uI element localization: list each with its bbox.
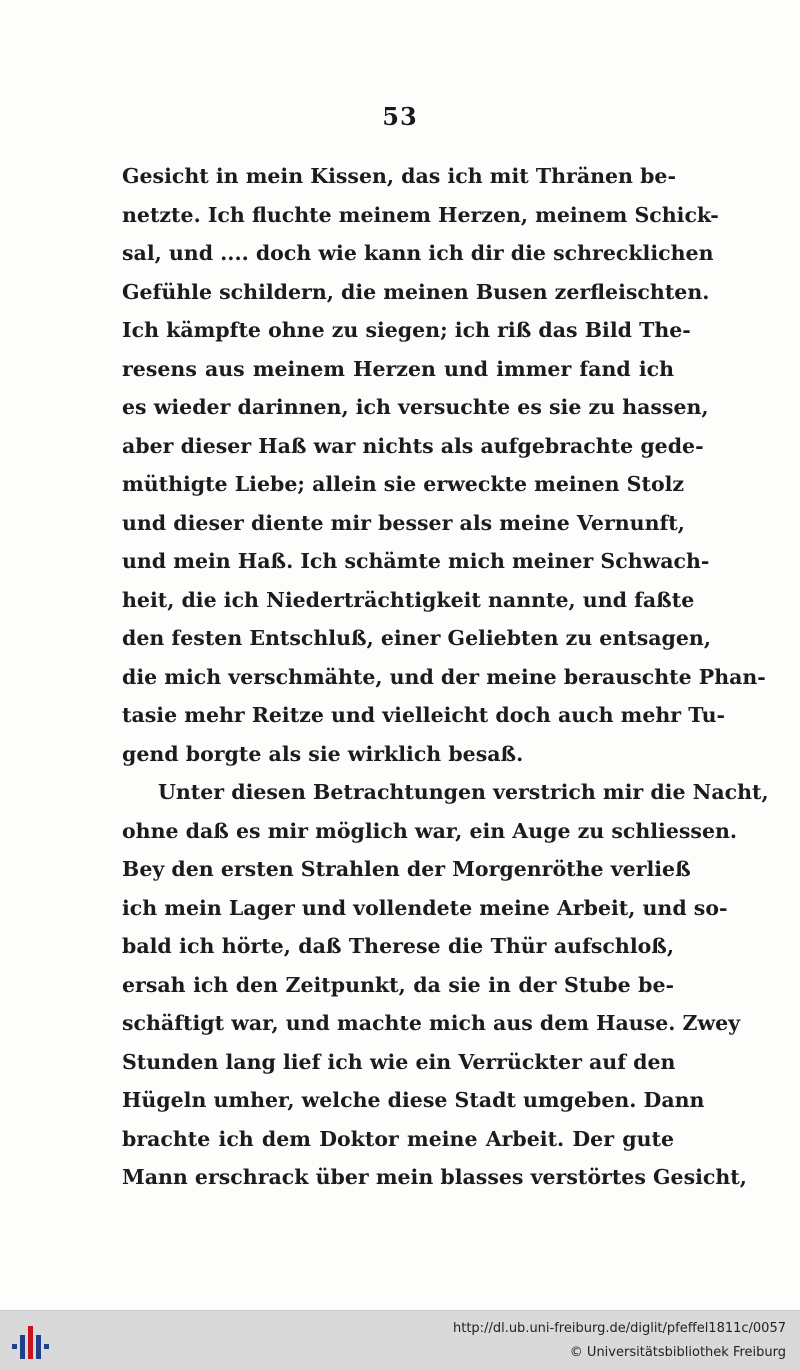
text-line: brachte ich dem Doktor meine Arbeit. Der gute [122,1126,674,1151]
text-line: müthigte Liebe; allein sie erweckte meinen Stolz [122,472,685,496]
body-text [122,157,769,1197]
text-line: gend borgte als sie wirklich besaß. [122,741,524,766]
text-line: es wieder darinnen, ich versuchte es sie zu hassen, [122,395,709,419]
text-line: ohne daß es mir möglich war, ein Auge zu schliessen. [122,818,738,843]
text-line: und mein Haß. Ich schämte mich meiner Schwach- [122,549,710,573]
text-line: Stunden lang lief ich wie ein Verrückter auf den [122,1049,676,1074]
text-line: die mich verschmähte, und der meine berauschte Phan- [122,664,766,689]
text-line: aber dieser Haß war nichts als aufgebrachte gede- [122,433,704,458]
text-line: Bey den ersten Strahlen der Morgenröthe verließ [122,857,691,881]
ub-freiburg-logo-icon[interactable] [10,1322,50,1362]
text-line: den festen Entschluß, einer Geliebten zu entsagen, [122,626,711,650]
text-line: tasie mehr Reitze und vielleicht doch auch mehr Tu- [122,703,726,727]
page-number: 53 [382,102,418,131]
text-line: schäftigt war, und machte mich aus dem Hause. Zwey [122,1011,741,1035]
text-line: resens aus meinem Herzen und immer fand ich [122,356,674,381]
text-line: Unter diesen Betrachtungen verstrich mir die Nacht, [158,780,769,804]
text-line: Gesicht in mein Kissen, das ich mit Thränen be- [122,164,676,188]
text-line: netzte. Ich fluchte meinem Herzen, meinem Schick- [122,202,719,227]
text-line: Hügeln umher, welche diese Stadt umgeben. Dann [122,1088,705,1112]
text-line: bald ich hörte, daß Therese die Thür aufschloß, [122,934,674,958]
text-line: sal, und .... doch wie kann ich dir die schrecklichen [122,241,714,265]
text-line: ersah ich den Zeitpunkt, da sie in der Stube be- [122,972,674,997]
text-line: und dieser diente mir besser als meine Vernunft, [122,510,685,535]
text-line: Ich kämpfte ohne zu siegen; ich riß das Bild The- [122,318,691,342]
copyright-notice: © Universitätsbibliothek Freiburg [569,1345,786,1360]
text-line: heit, die ich Niederträchtigkeit nannte, und faßte [122,587,695,612]
text-line: Gefühle schildern, die meinen Busen zerfleischten. [122,279,710,304]
text-line: Mann erschrack über mein blasses verstörtes Gesicht, [122,1165,747,1189]
document-url-link[interactable]: http://dl.ub.uni-freiburg.de/diglit/pfeffel1811c/0057 [453,1321,786,1336]
viewer-footer [0,1310,800,1370]
text-line: ich mein Lager und vollendete meine Arbeit, und so- [122,895,728,920]
